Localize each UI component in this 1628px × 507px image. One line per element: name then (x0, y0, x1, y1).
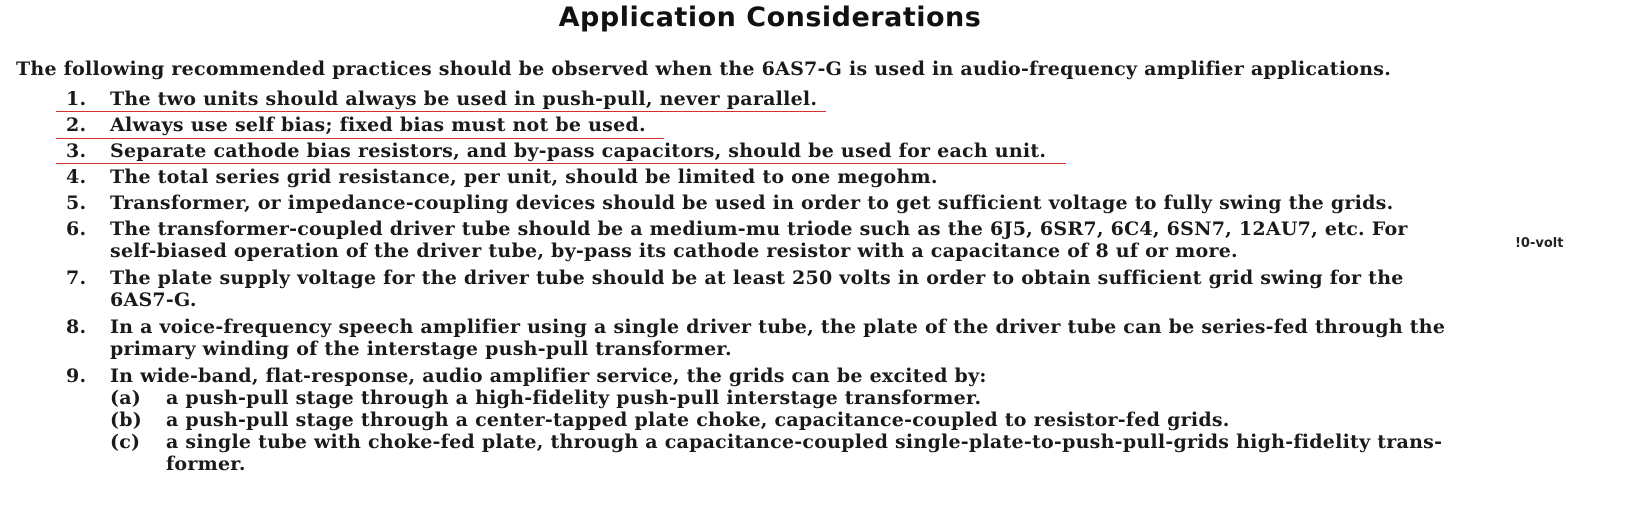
red-underline-annotation (56, 111, 826, 112)
list-item-number: 1. (66, 88, 87, 110)
intro-paragraph: The following recommended practices should be observed when the 6AS7-G is used in audio-frequency amplifier applications. (16, 58, 1392, 80)
list-item-number: 2. (66, 114, 87, 136)
list-item-text: The plate supply voltage for the driver tube should be at least 250 volts in order to obtain sufficient grid swing for the (110, 267, 1404, 289)
list-item-number: 7. (66, 267, 87, 289)
sub-item-label: (c) (110, 431, 141, 453)
sub-item-text: a single tube with choke-fed plate, through a capacitance-coupled single-plate-to-push-pull-grids high-fidelity trans- (166, 431, 1443, 453)
sub-item-label: (a) (110, 387, 142, 409)
list-item-number: 6. (66, 218, 87, 240)
list-item-number: 3. (66, 140, 87, 162)
list-item-text: Always use self bias; fixed bias must not be used. (110, 114, 646, 136)
list-item-number: 5. (66, 192, 87, 214)
list-item-text: The two units should always be used in push-pull, never parallel. (110, 88, 818, 110)
sub-item-text: a push-pull stage through a high-fidelity push-pull interstage transformer. (166, 387, 982, 409)
margin-note-fragment: !0-volt (1515, 236, 1564, 251)
list-item-text: In a voice-frequency speech amplifier using a single driver tube, the plate of the driver tube can be series-fed through the (110, 316, 1446, 338)
list-item-text: Transformer, or impedance-coupling devices should be used in order to get sufficient voltage to fully swing the grids. (110, 192, 1394, 214)
sub-item-text: former. (166, 453, 246, 475)
list-item-text: The total series grid resistance, per unit, should be limited to one megohm. (110, 166, 938, 188)
list-item-text: self-biased operation of the driver tube, by-pass its cathode resistor with a capacitance of 8 uf or more. (110, 240, 1238, 262)
list-item-text: primary winding of the interstage push-pull transformer. (110, 338, 732, 360)
list-item-number: 9. (66, 365, 87, 387)
sub-item-label: (b) (110, 409, 143, 431)
list-item-number: 4. (66, 166, 87, 188)
list-item-text: The transformer-coupled driver tube should be a medium-mu triode such as the 6J5, 6SR7, 6C4, 6SN7, 12AU7, etc. For (110, 218, 1408, 240)
red-underline-annotation (56, 138, 664, 139)
list-item-text: 6AS7-G. (110, 289, 197, 311)
list-item-text: In wide-band, flat-response, audio amplifier service, the grids can be excited by: (110, 365, 987, 387)
red-underline-annotation (56, 163, 1066, 164)
list-item-number: 8. (66, 316, 87, 338)
sub-item-text: a push-pull stage through a center-tapped plate choke, capacitance-coupled to resistor-fed grids. (166, 409, 1230, 431)
page-title: Application Considerations (558, 2, 982, 33)
list-item-text: Separate cathode bias resistors, and by-pass capacitors, should be used for each unit. (110, 140, 1047, 162)
